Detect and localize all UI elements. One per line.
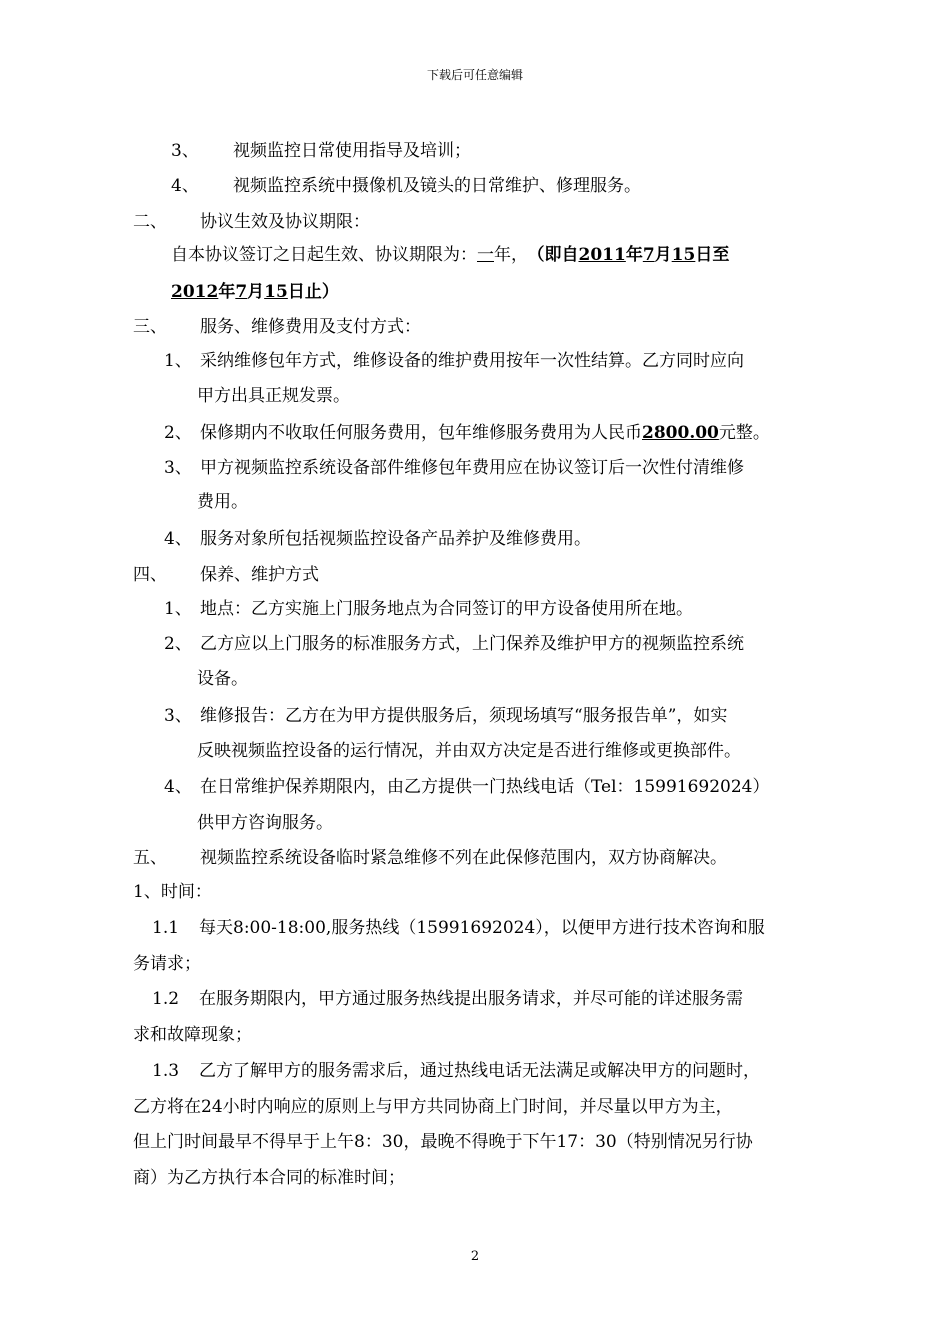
page-header: 下载后可任意编辑 [426, 68, 523, 82]
start-year: 2011 [578, 245, 626, 265]
list-item [164, 350, 744, 372]
section-title: 协议生效及协议期限： [200, 212, 370, 232]
item-text: 地点：乙方实施上门服务地点为合同签订的甲方设备使用所在地。 [200, 599, 693, 619]
item-text: 维修报告：乙方在为甲方提供服务后，须现场填写“服务报告单”，如实 [200, 706, 728, 726]
item-text: 乙方应以上门服务的标准服务方式，上门保养及维护甲方的视频监控系统 [200, 634, 744, 654]
clause [152, 988, 743, 1010]
section-number: 二、 [133, 212, 167, 232]
clause-text: 在服务期限内，甲方通过服务热线提出服务请求，并尽可能的详述服务需 [199, 989, 743, 1009]
section-text: 视频监控系统设备临时紧急维修不列在此保修范围内，双方协商解决。 [200, 848, 727, 868]
text: 年 [625, 245, 643, 265]
section-title: 保养、维护方式 [200, 565, 319, 585]
item-number: 4、 [164, 777, 192, 797]
section-heading [133, 847, 727, 869]
clause-text-continued: 商）为乙方执行本合同的标准时间； [133, 1168, 405, 1188]
item-text: 保修期内不收取任何服务费用，包年维修服务费用为人民币 [200, 423, 642, 443]
item-number: 2、 [164, 423, 192, 443]
subsection-title: 1、时间： [133, 882, 212, 902]
clause [152, 917, 765, 939]
section-number: 三、 [133, 317, 167, 337]
list-item [171, 175, 641, 197]
item-text-continued: 甲方出具正规发票。 [197, 386, 350, 406]
text: 日止） [287, 282, 339, 302]
end-day: 15 [264, 282, 288, 302]
item-number: 3、 [164, 458, 192, 478]
start-month: 7 [642, 245, 655, 265]
item-number: 4、 [164, 529, 192, 549]
text: 年， [494, 245, 528, 265]
item-number: 3、 [164, 706, 192, 726]
list-item [164, 633, 744, 655]
item-text-continued: 供甲方咨询服务。 [197, 813, 333, 833]
text: 日至 [695, 245, 730, 265]
clause-number: 1.1 [152, 918, 180, 938]
term-value: 一 [477, 245, 494, 265]
paragraph-line [171, 244, 729, 266]
section-number: 五、 [133, 848, 167, 868]
page-number: 2 [470, 1249, 480, 1264]
item-text: 采纳维修包年方式，维修设备的维护费用按年一次性结算。乙方同时应向 [200, 351, 744, 371]
item-text: 在日常维护保养期限内，由乙方提供一门热线电话（Tel：15991692024） [200, 777, 770, 797]
end-year: 2012 [171, 282, 219, 302]
text: 月 [247, 282, 265, 302]
start-day: 15 [671, 245, 696, 265]
section-heading [133, 316, 421, 338]
clause-number: 1.3 [152, 1061, 180, 1081]
list-item [164, 457, 744, 479]
list-item [164, 705, 727, 727]
date-range [536, 245, 729, 265]
clause-text-continued: 乙方将在24小时内响应的原则上与甲方共同协商上门时间，并尽量以甲方为主， [133, 1097, 733, 1117]
clause-text-continued: 但上门时间最早不得早于上午8：30，最晚不得晚于下午17：30（特别情况另行协 [133, 1132, 753, 1152]
clause-text-continued: 务请求； [133, 954, 201, 974]
clause-number: 1.2 [152, 989, 180, 1009]
list-item [171, 140, 471, 162]
item-text-continued: 反映视频监控设备的运行情况，并由双方决定是否进行维修或更换部件。 [197, 741, 741, 761]
section-heading [133, 211, 370, 233]
section-number: 四、 [133, 565, 167, 585]
text: 年 [218, 282, 236, 302]
item-text: 视频监控系统中摄像机及镜头的日常维护、修理服务。 [233, 176, 641, 196]
end-month: 7 [235, 282, 248, 302]
text: （即自 [536, 245, 579, 265]
fee-amount: 2800.00 [642, 423, 719, 443]
item-number: 1、 [164, 599, 192, 619]
item-text: 视频监控日常使用指导及培训； [233, 141, 471, 161]
item-text: 甲方视频监控系统设备部件维修包年费用应在协议签订后一次性付清维修 [200, 458, 744, 478]
section-heading [133, 564, 319, 586]
text: 元整。 [718, 423, 770, 443]
list-item [164, 598, 693, 620]
item-number: 3、 [171, 141, 199, 161]
clause-text: 乙方了解甲方的服务需求后，通过热线电话无法满足或解决甲方的问题时， [199, 1061, 760, 1081]
item-number: 2、 [164, 634, 192, 654]
clause-text: 每天8:00-18:00,服务热线（15991692024），以便甲方进行技术咨询和服 [199, 918, 765, 938]
text: 自本协议签订之日起生效、协议期限为： [171, 245, 477, 265]
paragraph-line [171, 281, 339, 303]
list-item [164, 776, 770, 798]
list-item [164, 422, 770, 444]
clause-text-continued: 求和故障现象； [133, 1025, 252, 1045]
section-title: 服务、维修费用及支付方式： [200, 317, 421, 337]
text: 月 [654, 245, 672, 265]
item-text: 服务对象所包括视频监控设备产品养护及维修费用。 [200, 529, 591, 549]
item-text-continued: 费用。 [197, 492, 248, 512]
item-number: 4、 [171, 176, 199, 196]
clause [152, 1060, 760, 1082]
list-item [164, 528, 591, 550]
item-text-continued: 设备。 [197, 669, 248, 689]
item-number: 1、 [164, 351, 192, 371]
